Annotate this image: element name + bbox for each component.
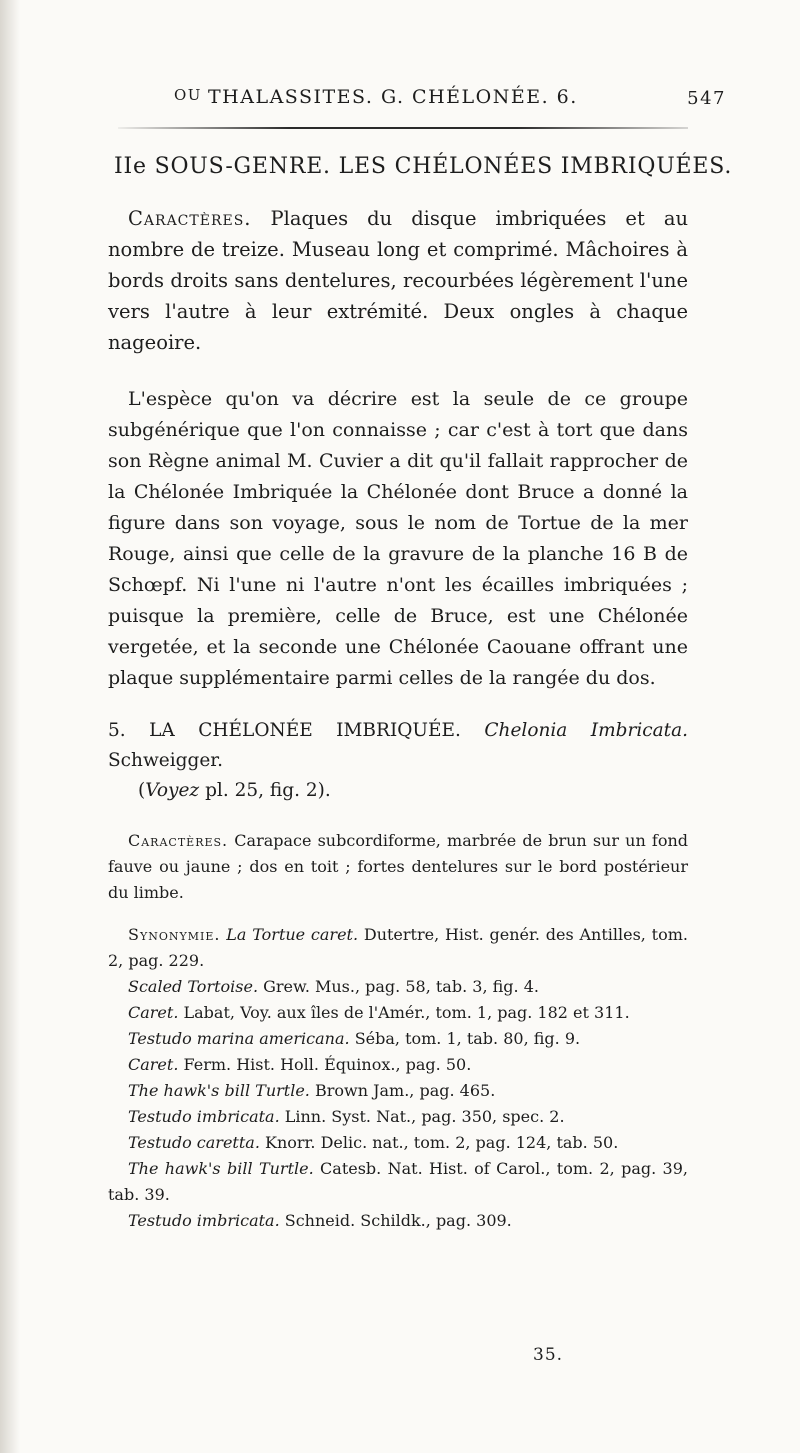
synonymy-entry	[108, 1130, 688, 1156]
synonym-reference: Dutertre, Hist. genér. des Antilles, tom. 2, pag. 229.	[108, 925, 688, 970]
species-heading	[108, 716, 688, 806]
synonymy-entry	[108, 1208, 688, 1234]
page-number: 547	[687, 88, 726, 109]
synonym-title: Scaled Tortoise.	[128, 977, 259, 996]
synonymy-entry	[108, 1104, 688, 1130]
species-number: 5.	[108, 720, 126, 741]
synonym-title: Caret.	[128, 1055, 179, 1074]
header-rule	[118, 127, 688, 129]
species-name: LA CHÉLONÉE IMBRIQUÉE.	[149, 720, 461, 741]
running-head-title: THALASSITES. G. CHÉLONÉE. 6.	[208, 86, 578, 108]
synonym-title: The hawk's bill Turtle.	[128, 1081, 310, 1100]
species-plate-reference: (Voyez pl. 25, fig. 2).	[138, 780, 331, 801]
species-characters-label: Caractères.	[128, 831, 229, 850]
genus-characters	[108, 203, 688, 358]
synonym-reference: Linn. Syst. Nat., pag. 350, spec. 2.	[284, 1107, 565, 1126]
reference-detail: pl. 25, fig. 2).	[205, 780, 331, 801]
reference-prefix: Voyez	[145, 780, 200, 801]
running-head-left: OU	[174, 86, 202, 104]
synonym-title: The hawk's bill Turtle.	[128, 1159, 314, 1178]
page-content	[108, 140, 733, 1234]
synonym-title: Testudo imbricata.	[128, 1107, 280, 1126]
synonym-reference: Ferm. Hist. Holl. Équinox., pag. 50.	[183, 1055, 472, 1074]
synonym-reference: Brown Jam., pag. 465.	[314, 1081, 496, 1100]
species-author: Schweigger.	[108, 750, 223, 771]
synonymy-entry	[108, 1078, 688, 1104]
species-characters	[108, 828, 688, 906]
synonym-title: Testudo imbricata.	[128, 1211, 280, 1230]
synonym-title: Caret.	[128, 1003, 179, 1022]
section-title: IIe SOUS-GENRE. LES CHÉLONÉES IMBRIQUÉES.	[114, 154, 733, 179]
synonym-title: La Tortue caret.	[226, 925, 359, 944]
species-characters-text: Carapace subcordiforme, marbrée de brun sur un fond fauve ou jaune ; dos en toit ; fortes dentelures sur le bord postérieur du limbe.	[108, 831, 688, 902]
species-latin-name: Chelonia Imbricata.	[484, 720, 688, 741]
synonymy-list	[108, 922, 688, 1234]
synonymy-entry	[108, 1026, 688, 1052]
synonym-reference: Schneid. Schildk., pag. 309.	[284, 1211, 512, 1230]
synonym-reference: Labat, Voy. aux îles de l'Amér., tom. 1, pag. 182 et 311.	[183, 1003, 630, 1022]
synonym-reference: Catesb. Nat. Hist. of Carol., tom. 2, pag. 39, tab. 39.	[108, 1159, 688, 1204]
synonymy-label: Synonymie.	[128, 925, 221, 944]
synonymy-entry	[108, 1156, 688, 1208]
synonymy-entry	[108, 922, 688, 974]
synonym-title: Testudo caretta.	[128, 1133, 260, 1152]
discussion-paragraph: L'espèce qu'on va décrire est la seule de ce groupe subgénérique que l'on connaisse ; car c'est à tort que dans son Règne animal M. Cuvier a dit qu'il fallait rapprocher de la Chélonée Imbriquée la Chélonée dont Bruce a donné la figure dans son voyage, sous le nom de Tortue de la mer Rouge, ainsi que celle de la gravure de la planche 16 B de Schœpf. Ni l'une ni l'autre n'ont les écailles imbriquées ; puisque la première, celle de Bruce, est une Chélonée vergetée, et la seconde une Chélonée Caouane offrant une plaque supplémentaire parmi celles de la rangée du dos.	[108, 388, 688, 689]
characters-label: Caractères.	[128, 207, 252, 230]
gutter-shadow	[0, 0, 20, 1453]
synonym-reference: Knorr. Delic. nat., tom. 2, pag. 124, tab. 50.	[265, 1133, 619, 1152]
synonymy-entry	[108, 1052, 688, 1078]
synonymy-entry	[108, 1000, 688, 1026]
genus-characters-text: Plaques du disque imbriquées et au nombre de treize. Museau long et comprimé. Mâchoires à bords droits sans dentelures, recourbées légèrement l'une vers l'autre à leur extrémité. Deux ongles à chaque nageoire.	[108, 207, 689, 354]
signature-mark: 35.	[533, 1345, 564, 1365]
synonym-reference: Grew. Mus., pag. 58, tab. 3, fig. 4.	[263, 977, 539, 996]
synonym-reference: Séba, tom. 1, tab. 80, fig. 9.	[354, 1029, 581, 1048]
synonym-title: Testudo marina americana.	[128, 1029, 350, 1048]
synonymy-entry	[108, 974, 688, 1000]
